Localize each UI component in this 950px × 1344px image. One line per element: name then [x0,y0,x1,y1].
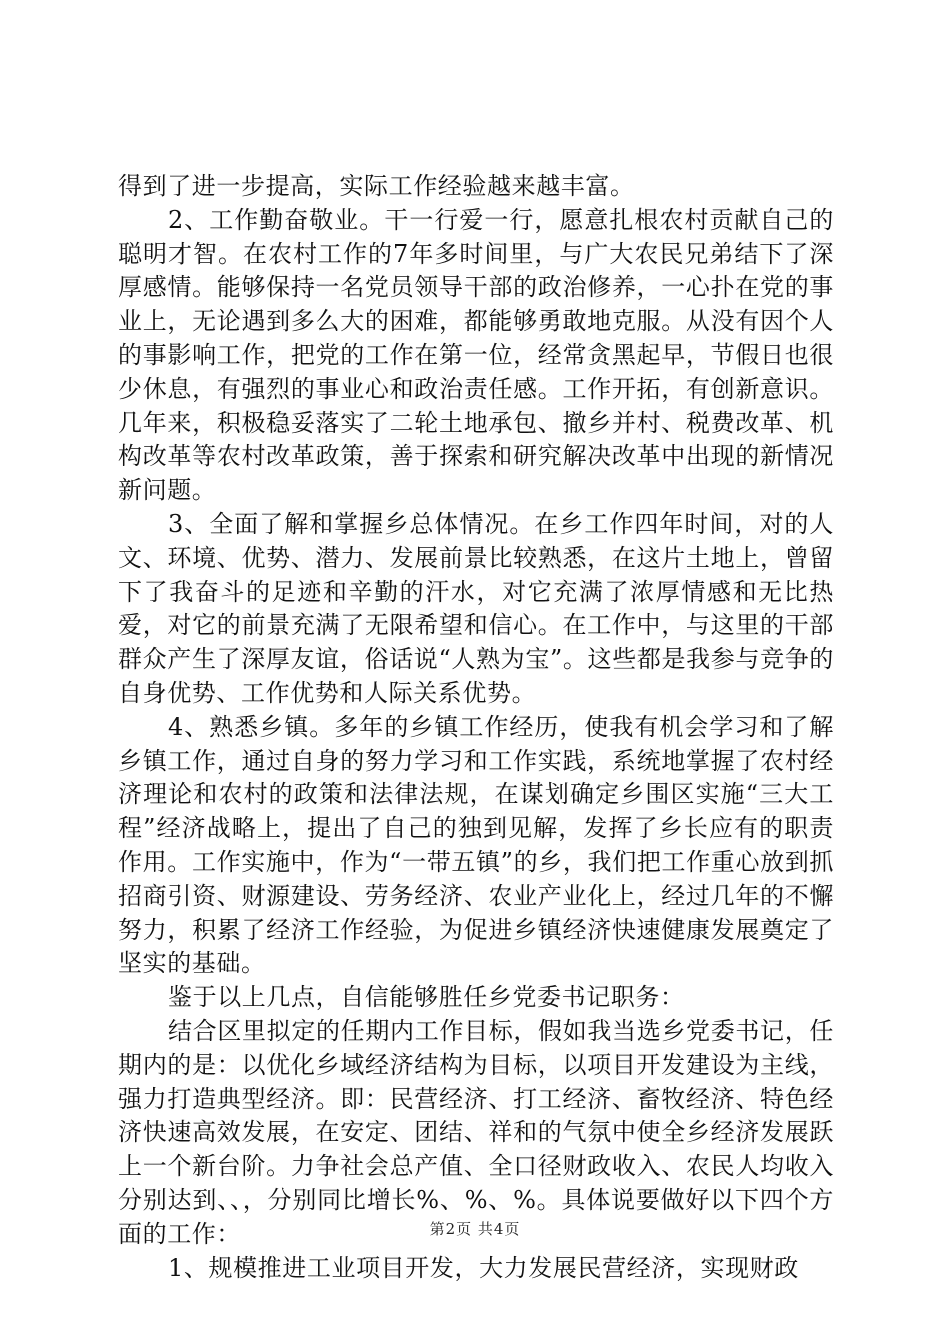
document-body [118,170,834,1285]
paragraph: 2、工作勤奋敬业。干一行爱一行，愿意扎根农村贡献自己的聪明才智。在农村工作的7年多时间里，与广大农民兄弟结下了深厚感情。能够保持一名党员领导干部的政治修养，一心扑在党的事业上，无论遇到多么大的困难，都能够勇敢地克服。从没有因个人的事影响工作，把党的工作在第一位，经常贪黑起早，节假日也很少休息，有强烈的事业心和政治责任感。工作开拓，有创新意识。几年来，积极稳妥落实了二轮土地承包、撤乡并村、税费改革、机构改革等农村改革政策，善于探索和研究解决改革中出现的新情况新问题。 [118,205,834,505]
paragraph: 1、规模推进工业项目开发，大力发展民营经济，实现财政 [168,1253,799,1282]
paragraph: 鉴于以上几点，自信能够胜任乡党委书记职务： [168,983,685,1012]
paragraph: 结合区里拟定的任期内工作目标，假如我当选乡党委书记，任期内的是：以优化乡域经济结构为目标，以项目开发建设为主线，强力打造典型经济。即：民营经济、打工经济、畜牧经济、特色经济快速高效发展，在安定、团结、祥和的气氛中使全乡经济发展跃上一个新台阶。力争社会总产值、全口径财政收入、农民人均收入分别达到、、，分别同比增长%、%、%。具体说要做好以下四个方面的工作： [118,1016,834,1248]
paragraph: 3、全面了解和掌握乡总体情况。在乡工作四年时间，对的人文、环境、优势、潜力、发展前景比较熟悉，在这片土地上，曾留下了我奋斗的足迹和辛勤的汗水，对它充满了浓厚情感和无比热爱，对它的前景充满了无限希望和信心。在工作中，与这里的干部群众产生了深厚友谊，俗话说“人熟为宝”。这些都是我参与竞争的自身优势、工作优势和人际关系优势。 [118,509,834,707]
paragraph: 4、熟悉乡镇。多年的乡镇工作经历，使我有机会学习和了解乡镇工作，通过自身的努力学习和工作实践，系统地掌握了农村经济理论和农村的政策和法律法规，在谋划确定乡围区实施“三大工程”经济战略上，提出了自己的独到见解，发挥了乡长应有的职责作用。工作实施中，作为“一带五镇”的乡，我们把工作重心放到抓招商引资、财源建设、劳务经济、农业产业化上，经过几年的不懈努力，积累了经济工作经验，为促进乡镇经济快速健康发展奠定了坚实的基础。 [118,712,834,978]
page-number-footer: 第2页 共4页 [429,1220,521,1238]
paragraph: 得到了进一步提高，实际工作经验越来越丰富。 [118,172,635,200]
